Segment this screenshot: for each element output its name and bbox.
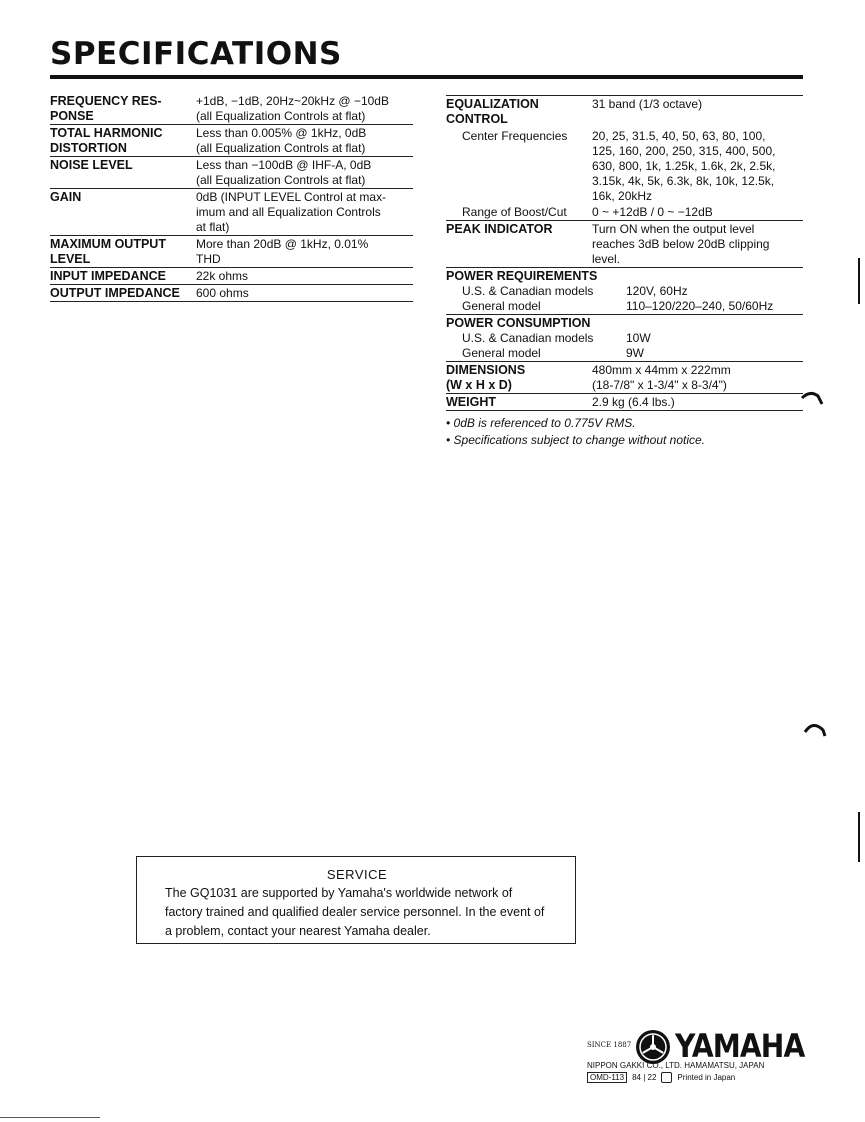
- spec-value: 110–120/220–240, 50/60Hz: [626, 299, 774, 313]
- scan-mark-icon: [803, 718, 827, 740]
- note-item: • Specifications subject to change without notice.: [446, 433, 706, 447]
- spec-value: 10W: [626, 331, 651, 345]
- spec-row-peak-indicator: [446, 221, 803, 268]
- spec-notes: [446, 415, 705, 449]
- spec-value: 2.9 kg (6.4 lbs.): [592, 395, 675, 409]
- bottom-rule: [0, 1117, 100, 1118]
- spec-label: POWER REQUIREMENTS: [446, 269, 598, 283]
- right-spec-table: [446, 95, 803, 411]
- spec-row-frequency-response: [50, 93, 413, 125]
- spec-subrow: [446, 331, 803, 346]
- spec-sublabel: Center Frequencies: [462, 129, 568, 143]
- page-title: SPECIFICATIONS: [50, 36, 342, 72]
- spec-value: 0dB (INPUT LEVEL Control at max- imum and all Equalization Controls at flat): [196, 190, 387, 234]
- spec-value: Less than 0.005% @ 1kHz, 0dB (all Equalization Controls at flat): [196, 126, 367, 155]
- spec-row-output-impedance: [50, 285, 413, 302]
- print-info: [587, 1072, 735, 1083]
- scan-mark-icon: [800, 388, 824, 408]
- spec-row-noise-level: [50, 157, 413, 189]
- company-line: NIPPON GAKKI CO., LTD. HAMAMATSU, JAPAN: [587, 1061, 765, 1070]
- spec-row-center-frequencies: [446, 129, 803, 204]
- spec-label: TOTAL HARMONIC DISTORTION: [50, 126, 163, 155]
- spec-row-power-requirements: [446, 268, 803, 315]
- spec-row-input-impedance: [50, 268, 413, 285]
- printed-label: Printed in Japan: [677, 1073, 736, 1082]
- margin-line: [858, 812, 860, 862]
- spec-value: 20, 25, 31.5, 40, 50, 63, 80, 100, 125, 160, 200, 250, 315, 400, 500, 630, 800, 1k, 1.25k, 1.6k, 2k, 2.5k, 3.15k, 4k, 5k, 6.3k, 8k, 10k, 12.5k, 16k, 20kHz: [592, 129, 776, 203]
- service-body: The GQ1031 are supported by Yamaha's worldwide network of factory trained and qualified dealer service personnel. In the event of a problem, contact your nearest Yamaha dealer.: [165, 886, 545, 938]
- spec-value: 480mm x 44mm x 222mm (18-7/8" x 1-3/4" x 8-3/4"): [592, 363, 731, 392]
- since-label: SINCE 1887: [587, 1041, 632, 1049]
- spec-label: NOISE LEVEL: [50, 158, 133, 172]
- spec-row-equalization: [446, 96, 803, 127]
- print-code: 84 | 22: [632, 1073, 657, 1082]
- spec-label: INPUT IMPEDANCE: [50, 269, 166, 283]
- spec-label: WEIGHT: [446, 395, 496, 409]
- yamaha-logo-block: [587, 1027, 805, 1087]
- spec-row-dimensions: [446, 362, 803, 394]
- spec-label: POWER CONSUMPTION: [446, 316, 591, 330]
- spec-value: 600 ohms: [196, 286, 249, 300]
- spec-value: 120V, 60Hz: [626, 284, 688, 298]
- document-code: OMD-113: [587, 1072, 627, 1083]
- spec-row-weight: [446, 394, 803, 411]
- spec-value: Turn ON when the output level reaches 3dB below 20dB clipping level.: [592, 222, 770, 266]
- service-box: [136, 856, 576, 944]
- spec-value: +1dB, −1dB, 20Hz~20kHz @ −10dB (all Equalization Controls at flat): [196, 94, 389, 123]
- spec-sublabel: U.S. & Canadian models: [462, 331, 594, 345]
- spec-label: EQUALIZATION CONTROL: [446, 97, 539, 126]
- left-spec-table: [50, 93, 413, 302]
- spec-value: 0 ~ +12dB / 0 ~ −12dB: [592, 205, 713, 219]
- margin-line: [858, 258, 860, 304]
- spec-value: 22k ohms: [196, 269, 249, 283]
- spec-value: 9W: [626, 346, 644, 360]
- spec-sublabel: U.S. & Canadian models: [462, 284, 594, 298]
- spec-label: PEAK INDICATOR: [446, 222, 553, 236]
- spec-sublabel: General model: [462, 346, 541, 360]
- spec-label: GAIN: [50, 190, 82, 204]
- service-title: SERVICE: [326, 867, 388, 882]
- spec-subrow: [446, 299, 803, 314]
- spec-value: More than 20dB @ 1kHz, 0.01% THD: [196, 237, 369, 266]
- spec-label: DIMENSIONS (W x H x D): [446, 363, 526, 392]
- spec-row-thd: [50, 125, 413, 157]
- brand-wordmark: YAMAHA: [675, 1027, 805, 1065]
- spec-subrow: [446, 346, 803, 361]
- recycle-mark-icon: [661, 1072, 672, 1083]
- spec-value: Less than −100dB @ IHF-A, 0dB (all Equalization Controls at flat): [196, 158, 372, 187]
- spec-label: FREQUENCY RES- PONSE: [50, 94, 162, 123]
- note-item: • 0dB is referenced to 0.775V RMS.: [446, 416, 636, 430]
- spec-label: MAXIMUM OUTPUT LEVEL: [50, 237, 166, 266]
- spec-row-boost-cut: [446, 205, 803, 221]
- spec-row-max-output: [50, 236, 413, 268]
- spec-label: OUTPUT IMPEDANCE: [50, 286, 180, 300]
- title-rule: [50, 75, 803, 79]
- spec-sublabel: General model: [462, 299, 541, 313]
- tuning-fork-emblem-icon: [635, 1029, 671, 1065]
- spec-sublabel: Range of Boost/Cut: [462, 205, 567, 219]
- spec-value: 31 band (1/3 octave): [592, 97, 703, 111]
- spec-row-gain: [50, 189, 413, 236]
- spec-row-power-consumption: [446, 315, 803, 362]
- spec-subrow: [446, 284, 803, 299]
